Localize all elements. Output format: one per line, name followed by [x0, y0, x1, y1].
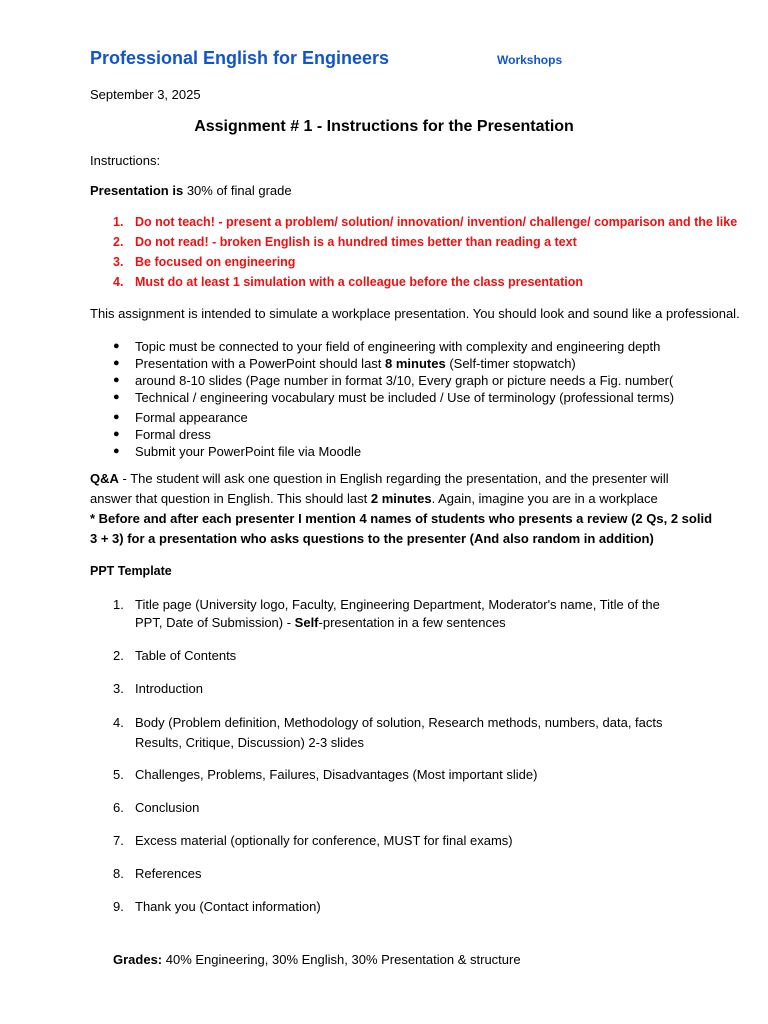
rule-text: Be focused on engineering: [135, 255, 296, 269]
list-item-text: Topic must be connected to your field of engineering with complexity and engineering depth: [135, 339, 661, 354]
rule-text: Do not teach! - present a problem/ solution/ innovation/ invention/ challenge/ comparison and the like: [135, 215, 738, 229]
list-item-text: Title page (University logo, Faculty, Engineering Department, Moderator's name, Title of the: [135, 597, 660, 612]
rule-text: Do not read! - broken English is a hundred times better than reading a text: [135, 235, 577, 249]
list-item-text: Challenges, Problems, Failures, Disadvantages (Most important slide): [135, 767, 538, 782]
list-item-text: Table of Contents: [135, 648, 237, 663]
rule-text: Must do at least 1 simulation with a colleague before the class presentation: [135, 275, 584, 289]
rule-number: 2.: [113, 235, 124, 249]
rule-number: 4.: [113, 275, 124, 289]
list-item-text: Results, Critique, Discussion) 2-3 slides: [135, 735, 365, 750]
rule-item: [90, 272, 737, 292]
bullet-icon: ●: [113, 340, 120, 352]
list-item: [90, 647, 730, 680]
rule-item: [90, 252, 737, 272]
list-number: 9.: [113, 899, 124, 914]
bullet-icon: ●: [113, 374, 120, 386]
presenter-note-2: 3 + 3) for a presentation who asks questions to the presenter (And also random in addition): [90, 531, 654, 546]
list-item-text: Formal dress: [135, 427, 211, 442]
list-item-text: Thank you (Contact information): [135, 899, 321, 914]
list-item-text: Body (Problem definition, Methodology of solution, Research methods, numbers, data, facts: [135, 715, 663, 730]
qa-label: Q&A: [90, 471, 119, 486]
list-item-text: (Self-timer stopwatch): [445, 356, 576, 371]
list-item: [90, 409, 674, 426]
intro-paragraph: This assignment is intended to simulate a workplace presentation. You should look and sound like a professional.: [90, 306, 740, 321]
list-item-text: Technical / engineering vocabulary must be included / Use of terminology (professional terms): [135, 390, 675, 405]
qa-bold: 2 minutes: [370, 491, 432, 506]
list-number: 6.: [113, 800, 124, 815]
list-item-text: Presentation with a PowerPoint should last: [135, 356, 386, 371]
list-item-text: Conclusion: [135, 800, 200, 815]
list-item: [90, 596, 730, 647]
grades-label: Grades:: [113, 952, 163, 967]
instructions-label: Instructions:: [90, 153, 161, 168]
list-item: [90, 865, 730, 898]
rule-number: 1.: [113, 215, 124, 229]
list-item: [90, 680, 730, 713]
list-item-text: Submit your PowerPoint file via Moodle: [135, 444, 362, 459]
requirements-list: [90, 338, 674, 460]
list-item: [90, 426, 674, 443]
bullet-icon: ●: [113, 357, 120, 369]
rule-item: [90, 232, 737, 252]
list-item-bold: 8 minutes: [385, 356, 446, 371]
ppt-template-title: PPT Template: [90, 564, 172, 578]
list-number: 5.: [113, 767, 124, 782]
rules-list: [90, 212, 737, 292]
list-item-text: -presentation in a few sentences: [318, 615, 506, 630]
list-item-bold: Self: [294, 615, 319, 630]
assignment-heading: Assignment # 1 - Instructions for the Presentation: [194, 118, 574, 135]
workshops-tag: Workshops: [497, 53, 563, 67]
bullet-icon: ●: [113, 411, 120, 423]
bullet-icon: ●: [113, 391, 120, 403]
list-item: [90, 832, 730, 865]
course-title: Professional English for Engineers: [90, 48, 390, 68]
presenter-note-1: * Before and after each presenter I mention 4 names of students who presents a review (2 Qs, 2 solid: [90, 511, 713, 526]
list-item: [90, 372, 674, 389]
qa-line-2: [90, 491, 658, 506]
list-number: 7.: [113, 833, 124, 848]
qa-text: - The student will ask one question in English regarding the presentation, and the presenter will: [118, 471, 669, 486]
list-item-text: PPT, Date of Submission) -: [135, 615, 295, 630]
rule-item: [90, 212, 737, 232]
qa-text: answer that question in English. This should last: [90, 491, 371, 506]
list-item: [90, 766, 730, 799]
grades-line: [113, 952, 521, 967]
list-number: 8.: [113, 866, 124, 881]
list-number: 1.: [113, 597, 124, 612]
list-item: [90, 355, 674, 372]
grade-line: [90, 183, 292, 198]
grade-line-rest: 30% of final grade: [183, 183, 292, 198]
list-number: 2.: [113, 648, 124, 663]
list-item: [90, 338, 674, 355]
list-item-text: Excess material (optionally for conference, MUST for final exams): [135, 833, 513, 848]
list-number: 3.: [113, 681, 124, 696]
list-item: [90, 898, 730, 931]
list-item-text: Formal appearance: [135, 410, 248, 425]
list-item: [90, 389, 674, 409]
list-item-text: References: [135, 866, 202, 881]
qa-text: . Again, imagine you are in a workplace: [431, 491, 658, 506]
qa-line-1: [90, 471, 669, 486]
rule-number: 3.: [113, 255, 124, 269]
list-item-text: around 8-10 slides (Page number in format 3/10, Every graph or picture needs a Fig. number(: [135, 373, 674, 388]
list-item: [90, 443, 674, 460]
list-item-text: Introduction: [135, 681, 203, 696]
ppt-template-list: [90, 596, 730, 931]
document-date: September 3, 2025: [90, 87, 201, 102]
list-item: [90, 713, 730, 766]
list-item: [90, 799, 730, 832]
grades-text: 40% Engineering, 30% English, 30% Presentation & structure: [162, 952, 521, 967]
list-number: 4.: [113, 715, 124, 730]
bullet-icon: ●: [113, 445, 120, 457]
bullet-icon: ●: [113, 428, 120, 440]
grade-line-bold: Presentation is: [90, 183, 184, 198]
